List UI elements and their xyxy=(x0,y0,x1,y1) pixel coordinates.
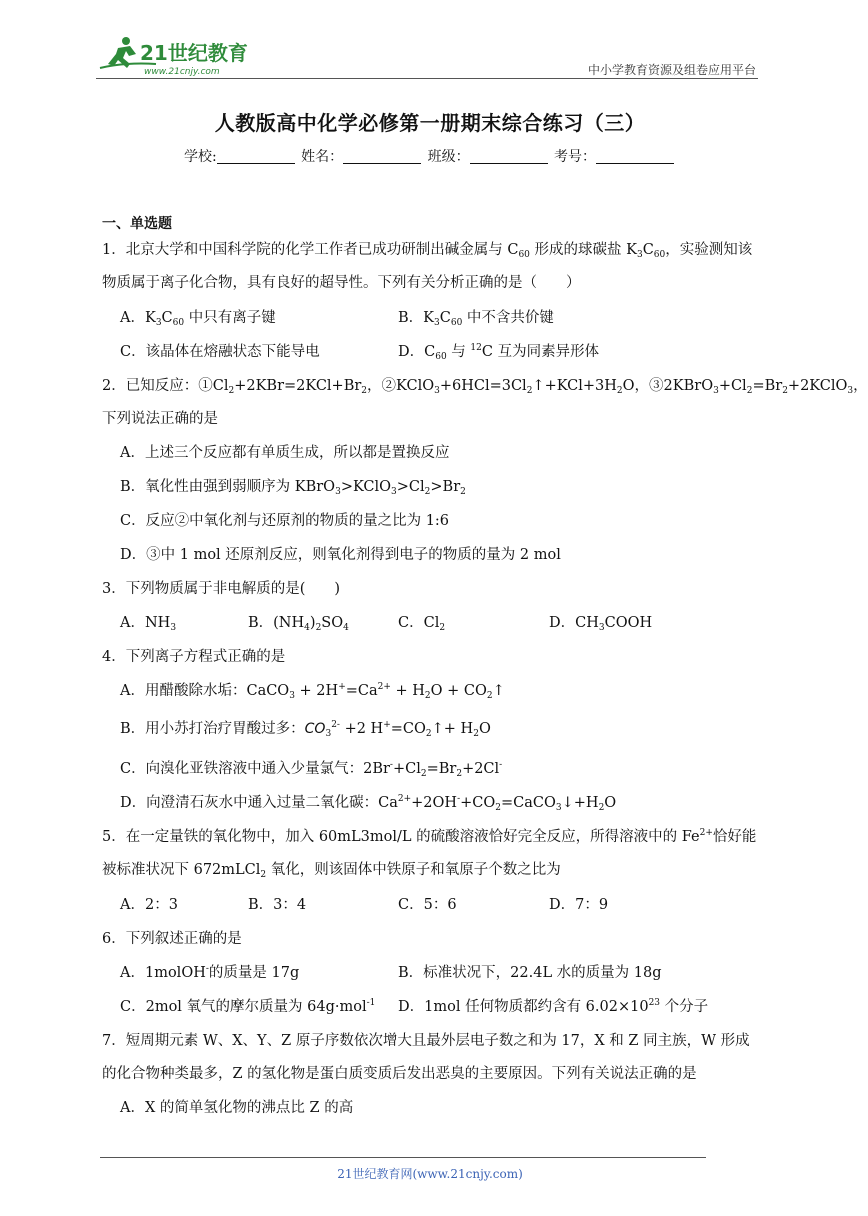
q6-option-a: A．1molOH-的质量是 17g xyxy=(120,964,300,981)
question-2-cont: 下列说法正确的是 xyxy=(102,411,218,427)
footer-text: 21世纪教育网(www.21cnjy.com) xyxy=(337,1167,523,1181)
platform-label: 中小学教育资源及组卷应用平台 xyxy=(587,63,756,77)
q1-option-b: B．$K_3C_{60}$ 中不含共价键 xyxy=(398,310,554,328)
page-title: 人教版高中化学必修第一册期末综合练习（三） xyxy=(214,111,646,135)
q5-option-d: D．7：9 xyxy=(549,897,609,913)
question-1-cont: 物质属于离子化合物，具有良好的超导性。下列有关分析正确的是（ ） xyxy=(102,275,581,291)
section-heading: 一、单选题 xyxy=(102,216,172,232)
q2-option-c: C．反应②中氧化剂与还原剂的物质的量之比为 1:6 xyxy=(120,513,450,529)
header-divider xyxy=(96,78,758,79)
q3-option-c: C．$Cl_2$ xyxy=(398,615,446,633)
q4-option-d: D．向澄清石灰水中通入过量二氧化碳：$Ca^{2+}+2OH^-+CO_2=CaCO_3↓+H_2O$ xyxy=(120,794,617,813)
q4-option-c: C．向溴化亚铁溶液中通入少量氯气：$2Br^-+Cl_2=Br_2+2Cl^-$ xyxy=(120,760,503,779)
logo-text: 21世纪教育 xyxy=(140,41,248,65)
q2-option-a: A．上述三个反应都有单质生成，所以都是置换反应 xyxy=(120,445,450,461)
question-3: 3．下列物质属于非电解质的是( ) xyxy=(102,581,341,597)
site-logo xyxy=(96,34,256,78)
q3-option-d: D．$CH_3COOH$ xyxy=(549,615,653,633)
question-7: 7．短周期元素 W、X、Y、Z 原子序数依次增大且最外层电子数之和为 17，X 和 Z 同主族，W 形成 xyxy=(102,1033,750,1049)
question-6: 6．下列叙述正确的是 xyxy=(102,931,242,947)
q1-option-d: D．$C_{60}$ 与 $^{12}$C 互为同素异形体 xyxy=(398,343,600,362)
school-label: 学校: xyxy=(183,149,217,165)
school-blank xyxy=(217,149,295,164)
q1-option-a: A．$K_3C_{60}$ 中只有离子键 xyxy=(120,310,276,328)
exam-number-label: 考号： xyxy=(554,149,597,165)
q1-option-c: C．该晶体在熔融状态下能导电 xyxy=(120,344,320,360)
q2-option-b: B．氧化性由强到弱顺序为 $KBrO_3>KClO_3>Cl_2>Br_2$ xyxy=(120,479,466,497)
class-label: 班级： xyxy=(427,149,470,165)
question-7-cont: 的化合物种类最多，Z 的氢化物是蛋白质变质后发出恶臭的主要原因。下列有关说法正确的是 xyxy=(102,1066,697,1082)
q7-option-a: A．X 的简单氢化物的沸点比 Z 的高 xyxy=(120,1100,354,1116)
question-2: 2．已知反应：$①Cl_2+2KBr=2KCl+Br_2$，$②KClO_3+6HCl=3Cl_2↑+KCl+3H_2O$，$③2KBrO_3+Cl_2=Br_2+2KClO_3$， xyxy=(102,378,868,396)
question-1: 1．北京大学和中国科学院的化学工作者已成功研制出碱金属与 $C_{60}$ 形成的球碳盐 $K_3C_{60}$，实验测知该 xyxy=(102,242,753,260)
footer-divider xyxy=(100,1157,706,1158)
q6-option-c: C．2mol 氧气的摩尔质量为 64g·mol$^{-1}$ xyxy=(120,998,376,1015)
q3-option-a: A．$NH_3$ xyxy=(120,615,177,633)
question-5: 5．在一定量铁的氧化物中，加入 60mL3mol/L 的硫酸溶液恰好完全反应，所得溶液中的 $Fe^{2+}$恰好能 xyxy=(102,828,757,845)
q5-option-c: C．5：6 xyxy=(398,897,457,913)
q6-option-b: B．标准状况下，22.4L 水的质量为 18g xyxy=(398,965,662,981)
logo-url: www.21cnjy.com xyxy=(144,67,220,77)
q4-option-a: A．用醋酸除水垢：CaCO$_3$ + $2H^+=Ca^{2+} + H_2O$ + $CO_2↑$ xyxy=(120,682,505,701)
q5-option-b: B．3：4 xyxy=(248,897,307,913)
class-blank xyxy=(470,149,548,164)
name-label: 姓名： xyxy=(301,149,344,165)
name-blank xyxy=(343,149,421,164)
question-5-cont: 被标准状况下 672mLCl$_2$ 氧化，则该固体中铁原子和氧原子个数之比为 xyxy=(102,862,561,880)
student-info-line xyxy=(0,146,860,166)
q5-option-a: A．2：3 xyxy=(120,897,178,913)
q4-option-b: B．用小苏打治疗胃酸过多：$CO_3^{2-} +2$ $H^+=CO_2↑+ H_2O$ xyxy=(120,720,491,739)
question-4: 4．下列离子方程式正确的是 xyxy=(102,649,286,665)
exam-number-blank xyxy=(596,149,674,164)
q6-option-d: D．1mol 任何物质都约含有 $6.02\times 10^{23}$ 个分子 xyxy=(398,998,709,1015)
q2-option-d: D．③中 1 mol 还原剂反应，则氧化剂得到电子的物质的量为 2 mol xyxy=(120,547,561,563)
q3-option-b: B．$(NH_4)_2SO_4$ xyxy=(248,615,349,633)
